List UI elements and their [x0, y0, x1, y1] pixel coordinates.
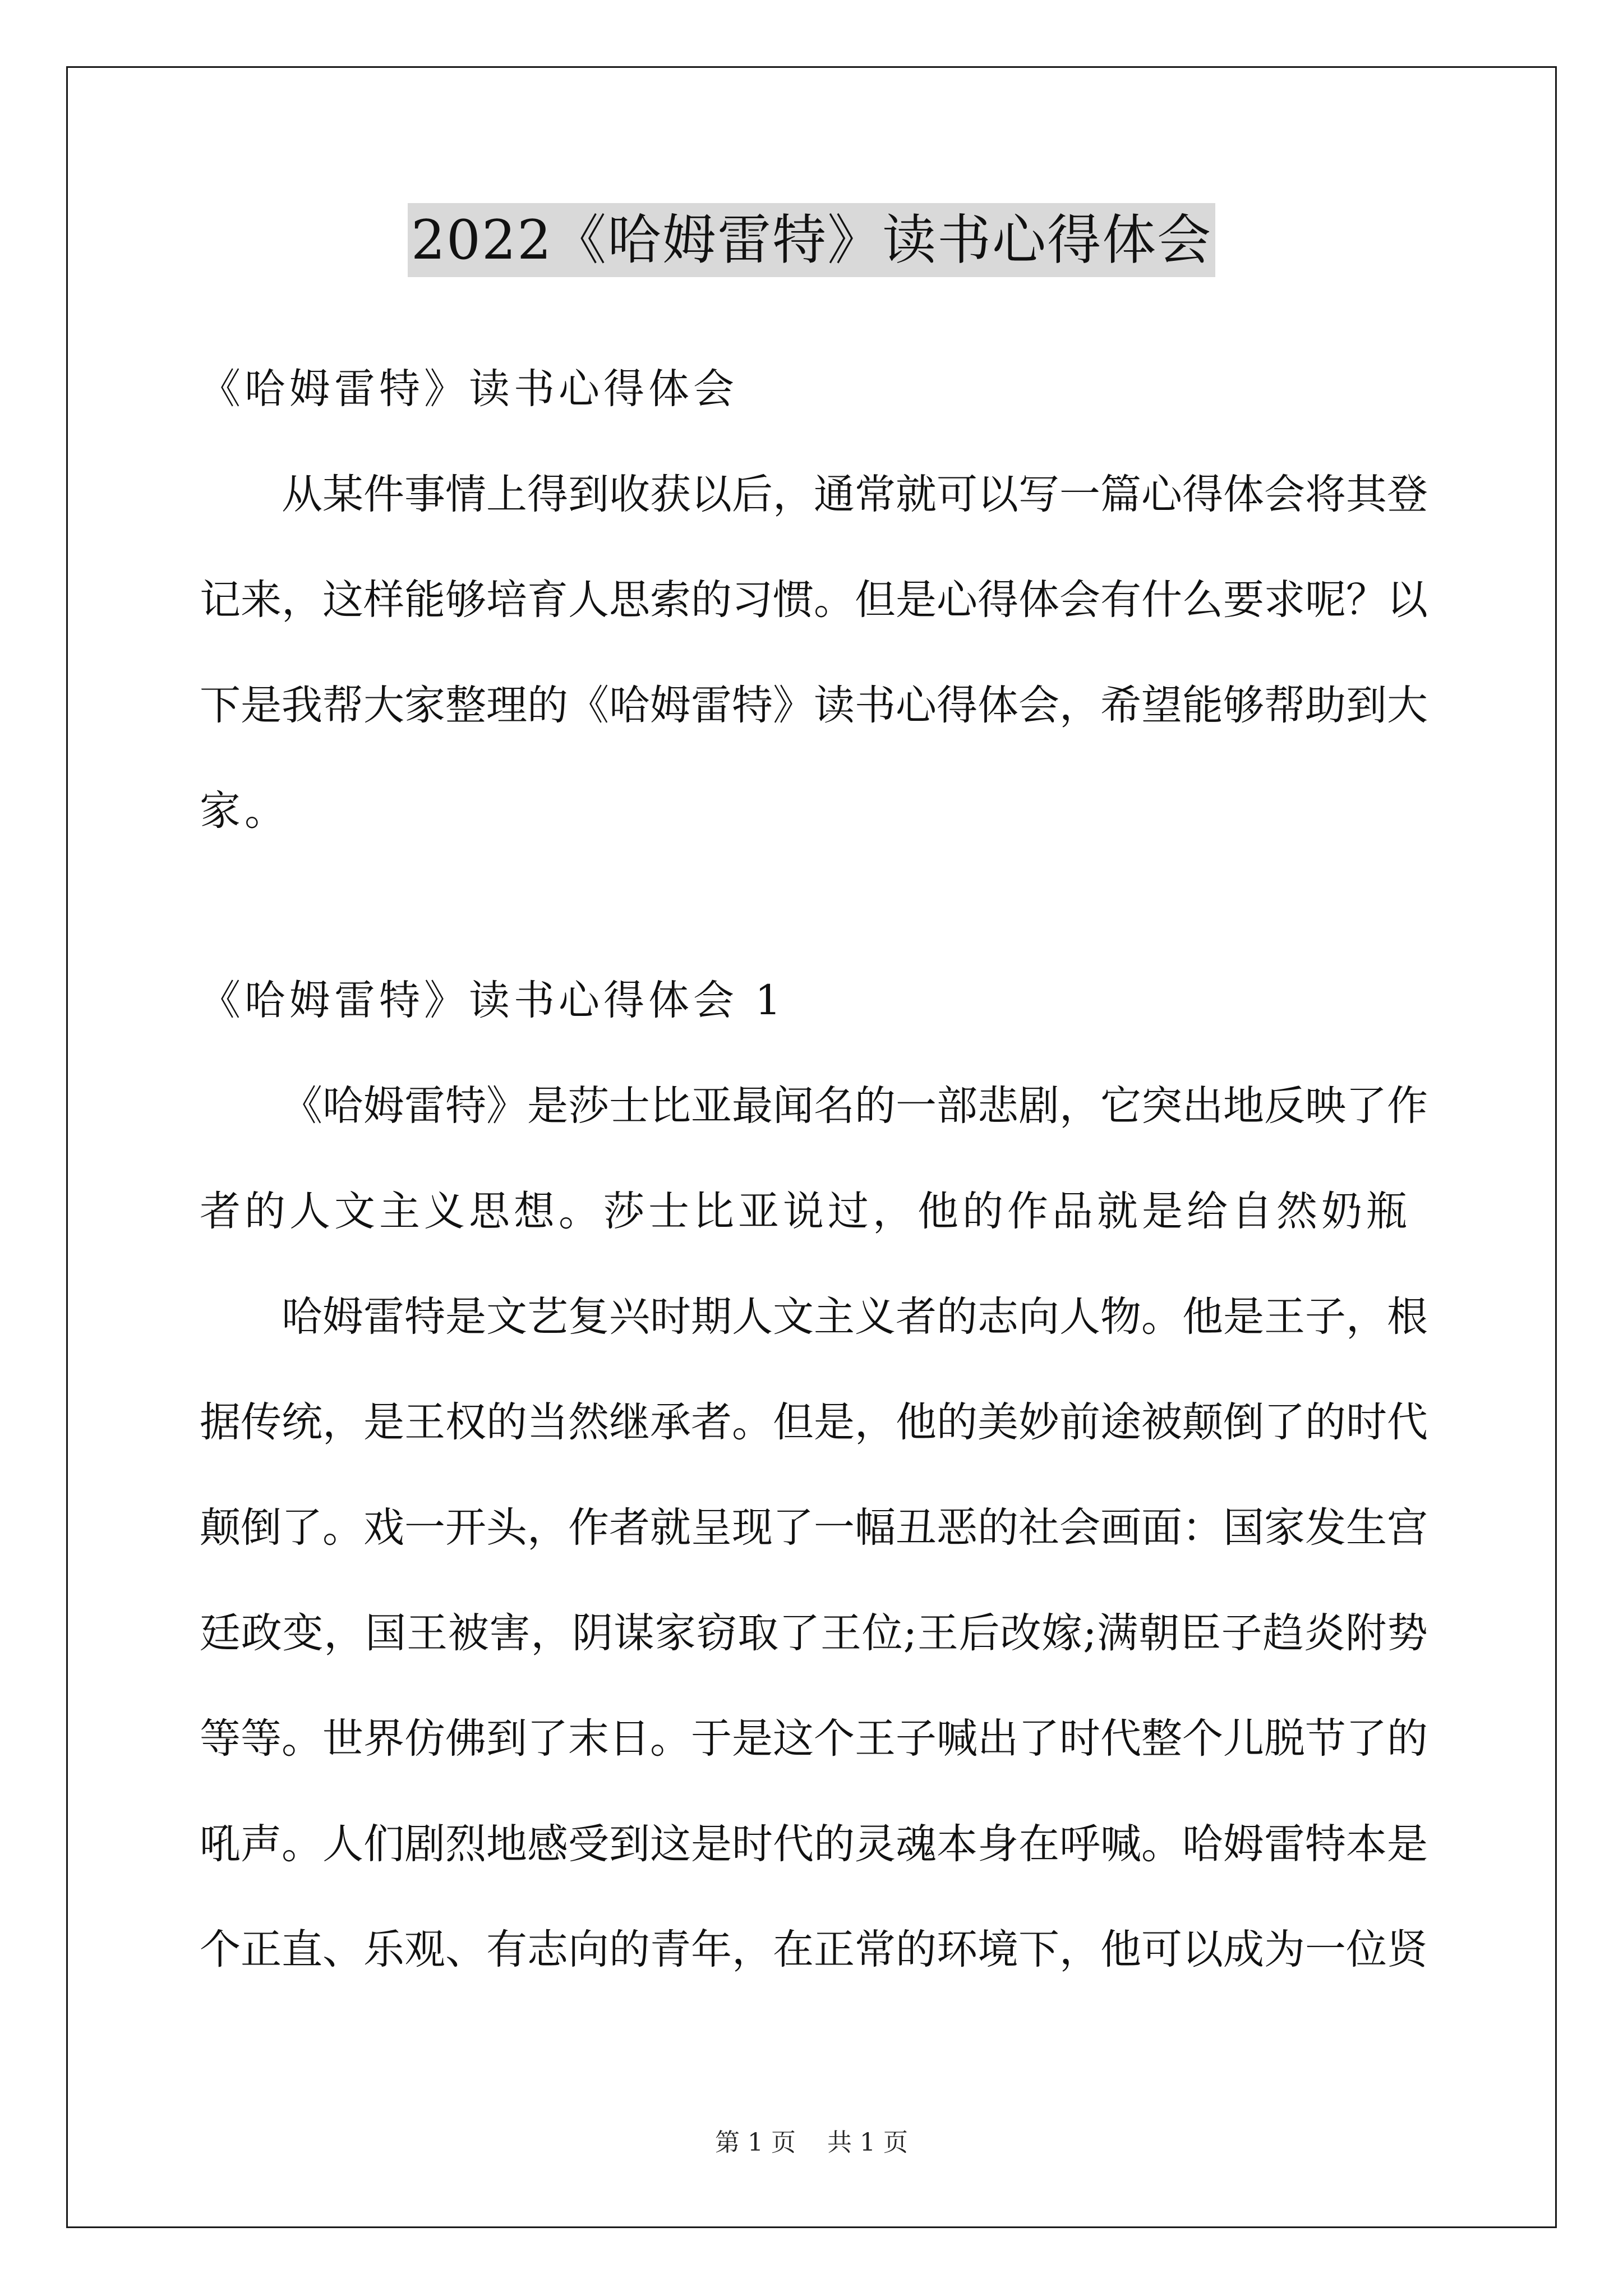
paragraph-line: 下是我帮大家整理的《哈姆雷特》读书心得体会，希望能够帮助到大	[200, 682, 1428, 729]
paragraph-line: 吼声。人们剧烈地感受到这是时代的灵魂本身在呼喊。哈姆雷特本是	[200, 1820, 1428, 1868]
paragraph-line: 颠倒了。戏一开头，作者就呈现了一幅丑恶的社会画面：国家发生宫	[200, 1504, 1428, 1552]
paragraph-line: 等等。世界仿佛到了末日。于是这个王子喊出了时代整个儿脱节了的	[200, 1715, 1428, 1763]
paragraph-line: 从某件事情上得到收获以后，通常就可以写一篇心得体会将其登	[282, 471, 1428, 518]
document-body	[200, 337, 1428, 2003]
paragraph-line: 者的人文主义思想。莎士比亚说过，他的作品就是给自然奶瓶	[200, 1188, 1411, 1235]
page-total: 共 1 页	[827, 2128, 908, 2157]
title-block	[0, 203, 1623, 277]
page-footer	[0, 2126, 1623, 2160]
paragraph-line: 《哈姆雷特》是莎士比亚最闻名的一部悲剧，它突出地反映了作	[282, 1082, 1428, 1130]
section-heading: 《哈姆雷特》读书心得体会	[200, 365, 738, 413]
document-title: 2022《哈姆雷特》读书心得体会	[408, 203, 1215, 277]
paragraph-line: 个正直、乐观、有志向的青年，在正常的环境下，他可以成为一位贤	[200, 1926, 1428, 1973]
page-number: 第 1 页	[715, 2128, 796, 2157]
paragraph-line: 家。	[200, 787, 289, 835]
paragraph-line: 据传统，是王权的当然继承者。但是，他的美妙前途被颠倒了的时代	[200, 1398, 1428, 1446]
section-heading: 《哈姆雷特》读书心得体会 1	[200, 977, 785, 1024]
paragraph-line: 哈姆雷特是文艺复兴时期人文主义者的志向人物。他是王子，根	[282, 1293, 1428, 1341]
paragraph-line: 记来，这样能够培育人思索的习惯。但是心得体会有什么要求呢？以	[200, 576, 1428, 624]
paragraph-line: 廷政变，国王被害，阴谋家窃取了王位;王后改嫁;满朝臣子趋炎附势	[200, 1609, 1428, 1657]
blank-spacer	[200, 864, 1428, 948]
